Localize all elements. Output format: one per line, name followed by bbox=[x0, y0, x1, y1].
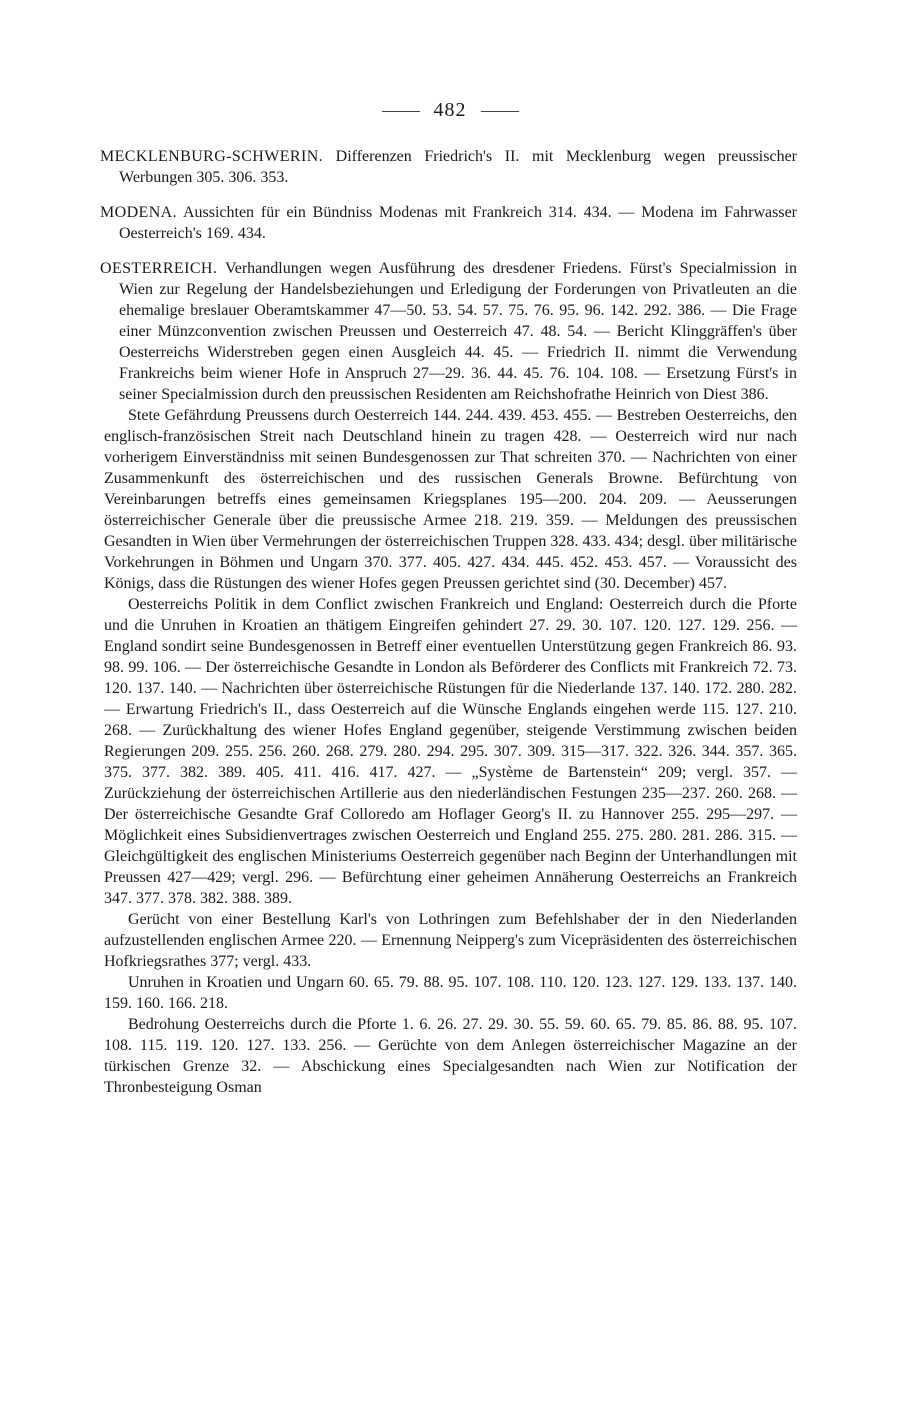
entry-heading: MECKLENBURG-SCHWERIN. bbox=[100, 148, 324, 165]
entry-heading: OESTERREICH. bbox=[100, 260, 218, 277]
paragraph: Oesterreichs Politik in dem Conflict zwischen Frankreich und England: Oesterreich durch die Pforte und die Unruhen in Kroatien an thätigem Eingreifen gehindert 27. 29. 30. 107. 120. 127. 129. 256. — England sondirt seine Bundesgenossen in Betreff einer eventuellen Unterstützung gegen Frankreich 86. 93. 98. 99. 106. — Der österreichische Gesandte in London als Beförderer des Conflicts mit Frankreich 72. 73. 120. 137. 140. — Nachrichten über österreichische Rüstungen für die Niederlande 137. 140. 172. 280. 282. — Erwartung Friedrich's II., dass Oesterreich auf die Wünsche Englands eingehen werde 115. 127. 210. 268. — Zurückhaltung des wiener Hofes England gegenüber, steigende Verstimmung zwischen beiden Regierungen 209. 255. 256. 260. 268. 279. 280. 294. 295. 307. 309. 315—317. 322. 326. 344. 357. 365. 375. 377. 382. 389. 405. 411. 416. 417. 427. — „Système de Bartenstein“ 209; vergl. 357. — Zurückziehung der österreichischen Artillerie aus den niederländischen Festungen 235—237. 260. 268. — Der österreichische Gesandte Graf Colloredo am Hoflager Georg's II. zu Hannover 255. 295—297. — Möglichkeit eines Subsidienvertrages zwischen Oesterreich und England 255. 275. 280. 281. 286. 315. — Gleichgültigkeit des englischen Ministeriums Oesterreich gegenüber nach Beginn der Unterhandlungen mit Preussen 427—429; vergl. 296. — Befürchtung einer geheimen Annäherung Oesterreichs an Frankreich 347. 377. 378. 382. 388. 389. bbox=[104, 596, 797, 907]
paragraph: Unruhen in Kroatien und Ungarn 60. 65. 79. 88. 95. 107. 108. 110. 120. 123. 127. 129. 133. 137. 140. 159. 160. 166. 218. bbox=[104, 974, 797, 1012]
paragraph: Bedrohung Oesterreichs durch die Pforte 1. 6. 26. 27. 29. 30. 55. 59. 60. 65. 79. 85. 86. 88. 95. 107. 108. 115. 119. 120. 127. 133. 256. — Gerüchte von dem Anlegen österreichischer Magazine an der türkischen Grenze 32. — Abschickung eines Specialgesandten nach Wien zur Notification der Thronbesteigung Osman bbox=[104, 1016, 797, 1096]
oesterreich-subparagraphs bbox=[100, 405, 797, 1098]
index-text bbox=[100, 146, 797, 1098]
entry-text: Differenzen Friedrich's II. mit Mecklenburg wegen preussischer Werbungen 305. 306. 353. bbox=[119, 148, 797, 186]
index-entry-oesterreich bbox=[100, 258, 797, 405]
index-entry-modena bbox=[100, 202, 797, 244]
entry-text: Verhandlungen wegen Ausführung des dresdener Friedens. Fürst's Specialmission in Wien zur Regelung der Handelsbeziehungen und Erledigung der Forderungen von Privatleuten an die ehemalige breslauer Oberamtskammer 47—50. 53. 54. 57. 75. 76. 95. 96. 142. 292. 386. — Die Frage einer Münzconvention zwischen Preussen und Oesterreich 47. 48. 54. — Bericht Klinggräffen's über Oesterreichs Widerstreben gegen einen Ausgleich 44. 45. — Friedrich II. nimmt die Verwendung Frankreichs beim wiener Hofe in Anspruch 27—29. 36. 44. 45. 76. 104. 108. — Ersetzung Fürst's in seiner Specialmission durch den preussischen Residenten am Reichshofrathe Heinrich von Diest 386. bbox=[119, 260, 797, 403]
index-entry-mecklenburg bbox=[100, 146, 797, 188]
page-number: 482 bbox=[433, 99, 467, 121]
page-header bbox=[0, 98, 900, 122]
header-rule-right bbox=[481, 111, 519, 112]
paragraph: Stete Gefährdung Preussens durch Oesterreich 144. 244. 439. 453. 455. — Bestreben Oesterreichs, den englisch-französischen Streit nach Deutschland hinein zu tragen 428. — Oesterreich wird nur nach vorherigem Einverständniss mit seinen Bundesgenossen zur That schreiten 370. — Nachrichten von einer Zusammenkunft des österreichischen und des russischen Generals Browne. Befürchtung von Vereinbarungen betreffs eines gemeinsamen Kriegsplanes 195—200. 204. 209. — Aeusserungen österreichischer Generale über die preussische Armee 218. 219. 359. — Meldungen des preussischen Gesandten in Wien über Vermehrungen der österreichischen Truppen 328. 433. 434; desgl. über militärische Vorkehrungen in Böhmen und Ungarn 370. 377. 405. 427. 434. 445. 452. 453. 457. — Voraussicht des Königs, dass die Rüstungen des wiener Hofes gegen Preussen gerichtet sind (30. December) 457. bbox=[104, 407, 797, 592]
header-rule-left bbox=[382, 111, 420, 112]
paragraph: Gerücht von einer Bestellung Karl's von Lothringen zum Befehlshaber der in den Niederlanden aufzustellenden englischen Armee 220. — Ernennung Neipperg's zum Vicepräsidenten des österreichischen Hofkriegsrathes 377; vergl. 433. bbox=[104, 911, 797, 970]
entry-heading: MODENA. bbox=[100, 204, 178, 221]
entry-text: Aussichten für ein Bündniss Modenas mit Frankreich 314. 434. — Modena im Fahrwasser Oesterreich's 169. 434. bbox=[119, 204, 797, 242]
